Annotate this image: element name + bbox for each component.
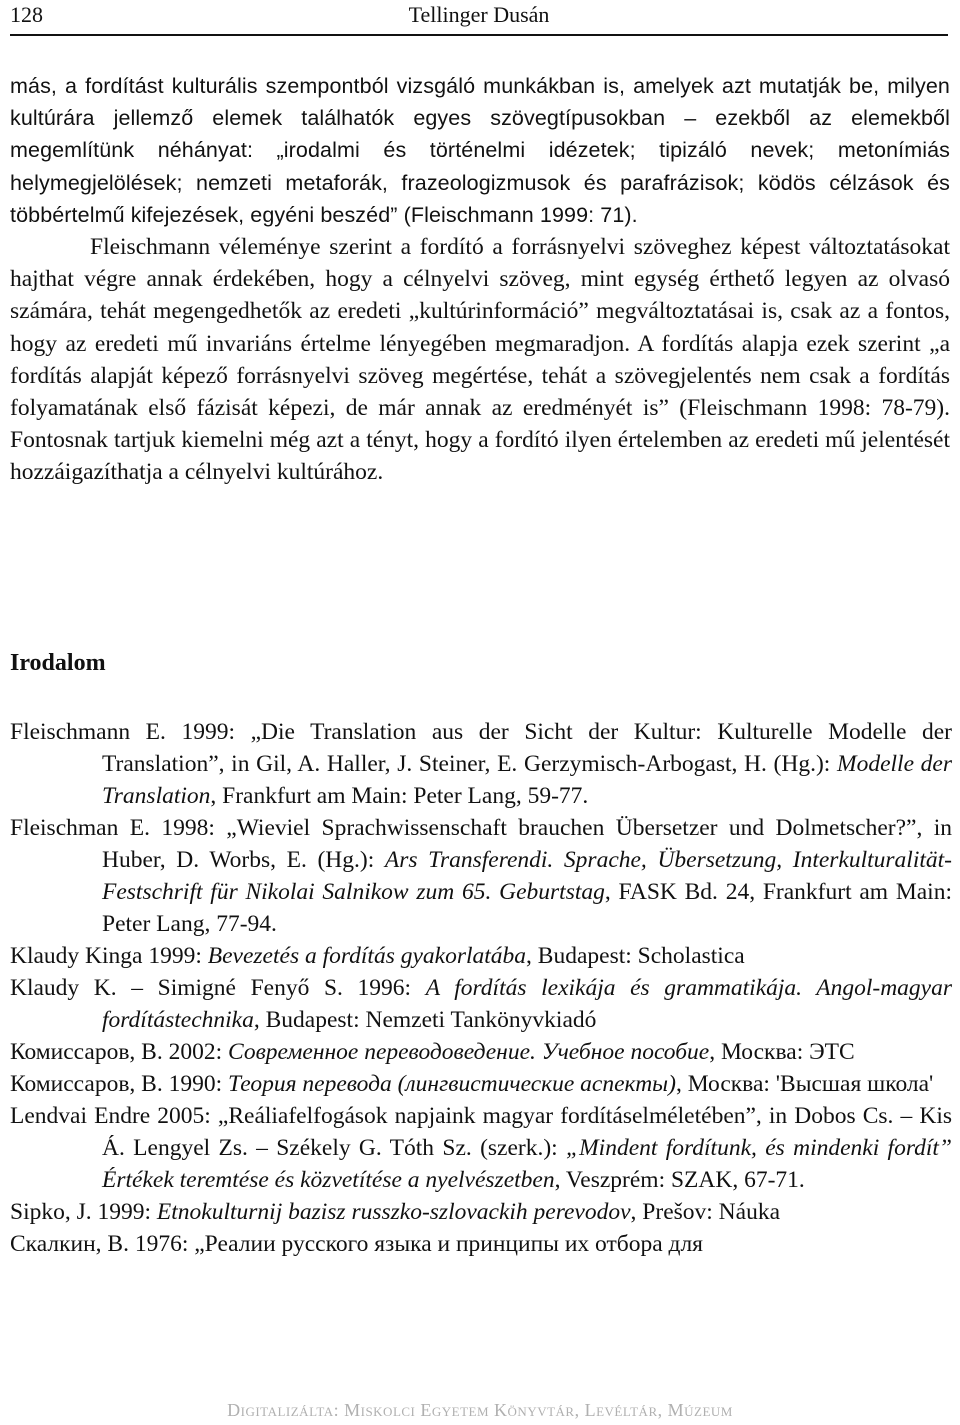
reference-title: Etnokulturnij bazisz russzko-szlovackih perevodov [156, 1199, 631, 1225]
section-title: Irodalom [10, 650, 106, 676]
reference-text: Комиссаров, В. 1990: [10, 1071, 229, 1097]
reference-entry [10, 1196, 952, 1228]
reference-title: Ars Transferendi. Sprache, Übersetzung, Interkulturalität-Festschrift für Nikolai Salnikow zum 65. Geburtstag [102, 847, 952, 905]
reference-list [10, 716, 952, 1260]
paragraph: más, a fordítást kulturális szempontból vizsgáló munkákban is, amelyek azt mutatják be, milyen kultúrára jellemző elemek találhatók egyes szövegtípusokban – ezekből az elemekből megemlítünk néhányat: „irodalmi és történelmi idézetek; tipizáló nevek; metonímiás helymegjelölések; nemzeti metaforák, frazeologizmusok és parafrázisok; ködös célzások és többértelmű kifejezések, egyéni beszéd” (Fleischmann 1999: 71). [10, 74, 950, 227]
reference-title: „Mindent fordítunk, és mindenki fordít” Értékek teremtése és közvetítése a nyelvészetben [102, 1135, 952, 1193]
body-text [10, 70, 950, 489]
reference-title: Теория перевода (лингвистические аспекты) [228, 1071, 676, 1097]
reference-text: Fleischman E. 1998: „Wieviel Sprachwissenschaft brauchen Übersetzer und Dolmetscher?”, in Huber, D. Worbs, E. (Hg.): [10, 815, 952, 873]
reference-text: Fleischmann E. 1999: „Die Translation aus der Sicht der Kultur: Kulturelle Modelle der Translation”, in Gil, A. Haller, J. Steiner, E. Gerzymisch-Arbogast, H. (Hg.): [10, 719, 952, 777]
running-title: Tellinger Dusán [408, 2, 550, 27]
page-header [10, 0, 948, 36]
digitization-footer: Digitalizálta: Miskolci Egyetem Könyvtár, Levéltár, Múzeum [227, 1400, 733, 1420]
reference-text: , Veszprém: SZAK, 67-71. [554, 1167, 805, 1193]
reference-entry [10, 940, 952, 972]
reference-text: Lendvai Endre 2005: „Reáliafelfogások napjaink magyar fordításelméletében”, in Dobos Cs. – Kis Á. Lengyel Zs. – Székely G. Tóth Sz. (szerk.): [10, 1103, 952, 1161]
reference-entry [10, 1036, 952, 1068]
paragraph: Fleischmann véleménye szerint a fordító a forrásnyelvi szöveghez képest változtatásokat hajthat végre annak érdekében, hogy a célnyelvi szöveg, mint egység érthető legyen az olvasó számára, tehát megengedhetők az eredeti „kultúrinformáció” megváltoztatásai is, csak az a fontos, hogy az eredeti mű invariáns értelme lényegében megmaradjon. A fordítás alapja ezek szerint „a fordítás alapját képező forrásnyelvi szöveg megértése, tehát a szövegjelentés nem csak a fordítás folyamatának első fázisát képezi, de már annak az eredményét is” (Fleischmann 1998: 78-79). Fontosnak tartjuk kiemelni még azt a tényt, hogy a fordító ilyen értelemben az eredeti mű jelentését hozzáigazíthatja a célnyelvi kultúrához. [10, 234, 950, 486]
reference-title: Современное переводоведение. Учебное пособие [228, 1039, 710, 1065]
reference-text: , Москва: ЭТС [709, 1039, 855, 1065]
reference-entry [10, 1100, 952, 1196]
reference-title: A fordítás lexikája és grammatikája. Angol-magyar fordítástechnika [102, 975, 952, 1033]
reference-text: Klaudy Kinga 1999: [10, 943, 208, 969]
reference-entry [10, 1068, 952, 1100]
reference-text: , Budapest: Nemzeti Tankönyvkiadó [253, 1007, 597, 1033]
reference-title: Modelle der Translation [102, 751, 952, 809]
reference-text: , Budapest: Scholastica [526, 943, 745, 969]
reference-text: Klaudy K. – Simigné Fenyő S. 1996: [10, 975, 426, 1001]
reference-text: Sipko, J. 1999: [10, 1199, 157, 1225]
reference-text: Комиссаров, В. 2002: [10, 1039, 229, 1065]
reference-text: Скалкин, В. 1976: „Реалии русского языка и принципы их отбора для [10, 1231, 703, 1257]
reference-entry [10, 812, 952, 940]
reference-entry [10, 1228, 952, 1260]
reference-title: Bevezetés a fordítás gyakorlatába [207, 943, 527, 969]
reference-entry [10, 972, 952, 1036]
reference-text: , FASK Bd. 24, Frankfurt am Main: Peter Lang, 77-94. [102, 879, 952, 937]
reference-text: , Frankfurt am Main: Peter Lang, 59-77. [210, 783, 589, 809]
reference-entry [10, 716, 952, 812]
reference-text: , Prešov: Náuka [630, 1199, 781, 1225]
page-number: 128 [10, 2, 43, 27]
reference-text: , Москва: 'Высшая школа' [675, 1071, 934, 1097]
